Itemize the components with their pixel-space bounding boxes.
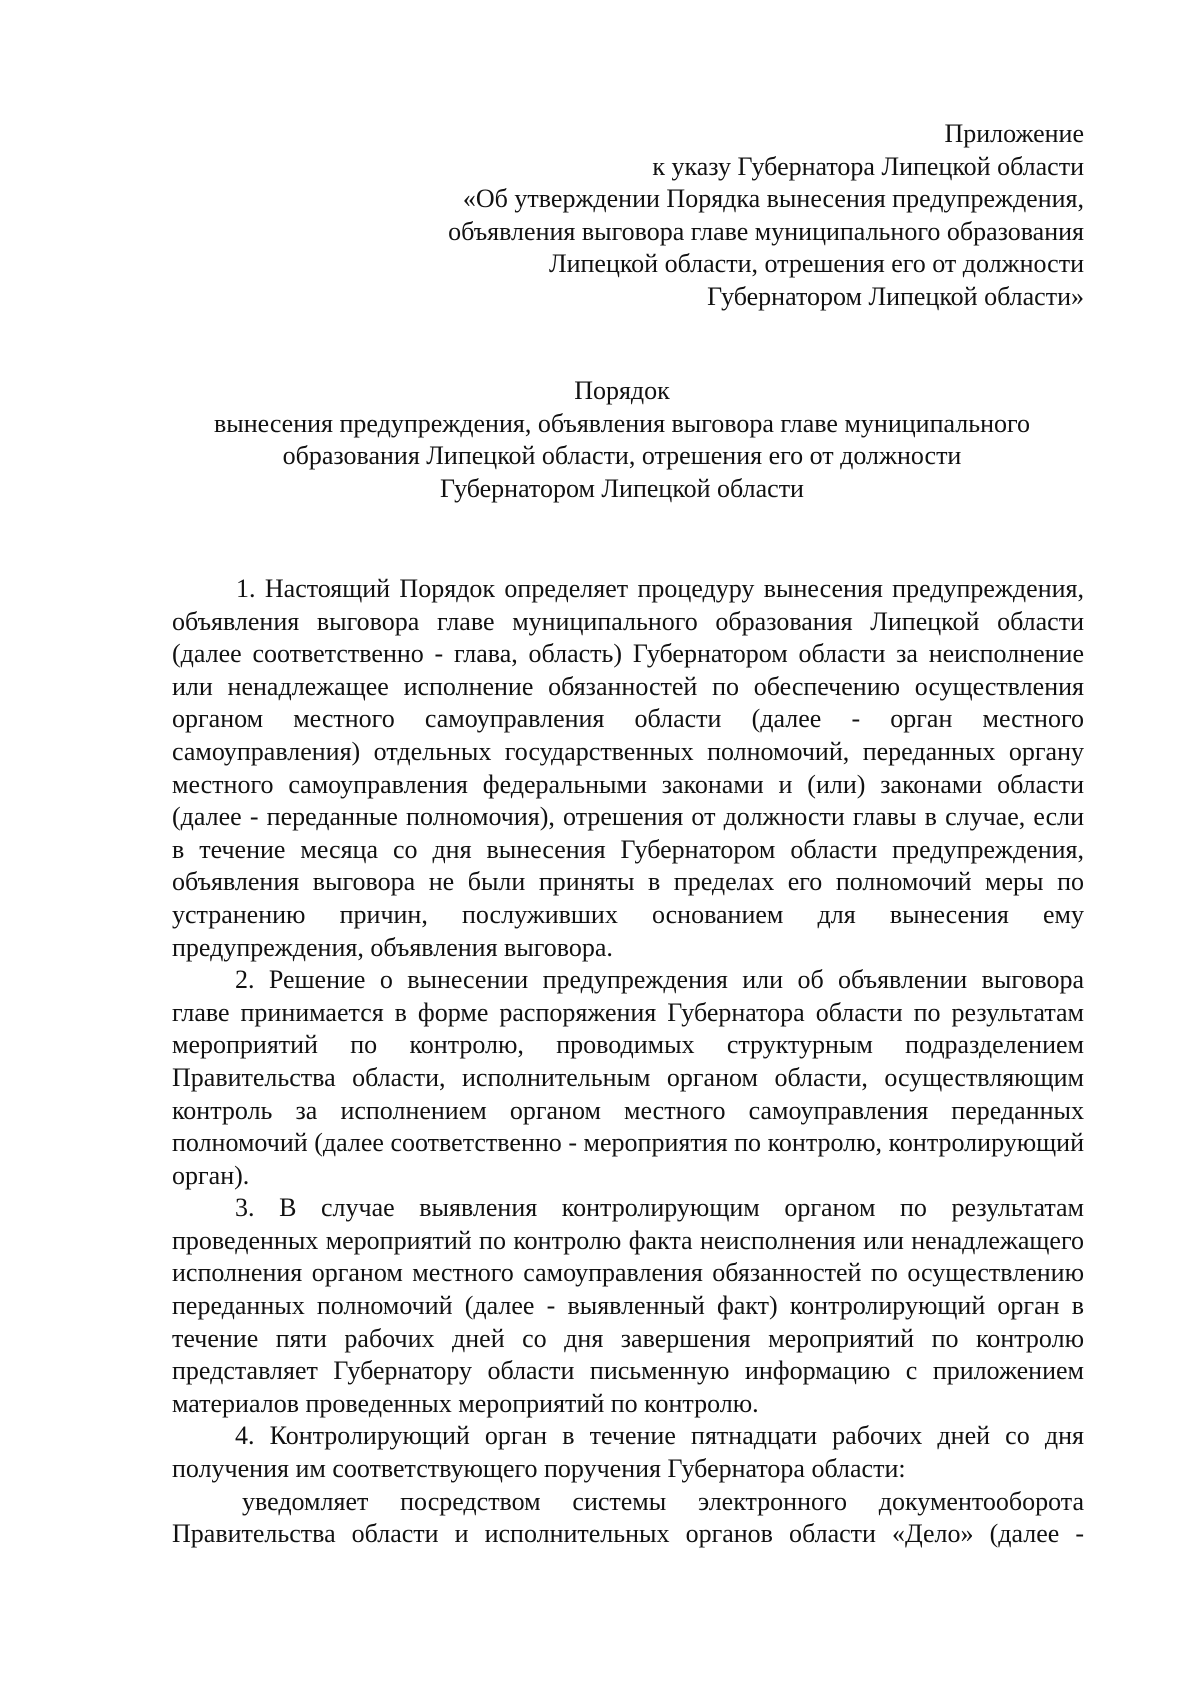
annex-line: «Об утверждении Порядка вынесения предупреждения, (462, 184, 1084, 214)
annex-line: Губернатором Липецкой области» (707, 281, 1084, 311)
paragraph-1: 1. Настоящий Порядок определяет процедуру вынесения предупреждения, объявления выговора главе муниципального образования Липецкой области (далее соответственно - глава, область) Губернатором области за неисполнение или ненадлежащее исполнение обязанностей по обеспечению осуществления органом местного самоуправления области (далее - орган местного самоуправления) отдельных государственных полномочий, переданных органу местного самоуправления федеральными законами и (или) законами области (далее - переданные полномочия), отрешения от должности главы в случае, если в течение месяца со дня вынесения Губернатором области предупреждения, объявления выговора не были приняты в пределах его полномочий меры по устранению причин, послуживших основанием для вынесения ему предупреждения, объявления выговора. (172, 574, 1084, 962)
paragraph-3: 3. В случае выявления контролирующим органом по результатам проведенных мероприятий по контролю факта неисполнения или ненадлежащего исполнения органом местного самоуправления обязанностей по осуществлению переданных полномочий (далее - выявленный факт) контролирующий орган в течение пяти рабочих дней со дня завершения мероприятий по контролю представляет Губернатору области письменную информацию с приложением материалов проведенных мероприятий по контролю. (172, 1193, 1084, 1418)
annex-line: к указу Губернатора Липецкой области (652, 151, 1084, 181)
annex-line: объявления выговора главе муниципального образования (448, 216, 1084, 246)
title-line: Губернатором Липецкой области (440, 473, 804, 503)
annex-line: Приложение (944, 119, 1084, 148)
document-body (172, 573, 1084, 1551)
title-line: вынесения предупреждения, объявления выговора главе муниципального (213, 408, 1031, 438)
paragraph-5: уведомляет посредством системы электронного документооборота Правительства области и исполнительных органов области «Дело» (далее - (172, 1486, 1084, 1549)
annex-header (324, 118, 1084, 314)
title-line: Порядок (574, 376, 670, 405)
paragraph-2: 2. Решение о вынесении предупреждения или об объявлении выговора главе принимается в форме распоряжения Губернатора области по результатам мероприятий по контролю, проводимых структурным подразделением Правительства области, исполнительным органом области, осуществляющим контроль за исполнением органом местного самоуправления переданных полномочий (далее соответственно - мероприятия по контролю, контролирующий орган). (172, 965, 1084, 1190)
document-title (160, 375, 1084, 505)
title-line: образования Липецкой области, отрешения его от должности (282, 441, 962, 471)
annex-line: Липецкой области, отрешения его от должности (548, 249, 1084, 279)
paragraph-4: 4. Контролирующий орган в течение пятнадцати рабочих дней со дня получения им соответствующего поручения Губернатора области: (172, 1421, 1084, 1484)
